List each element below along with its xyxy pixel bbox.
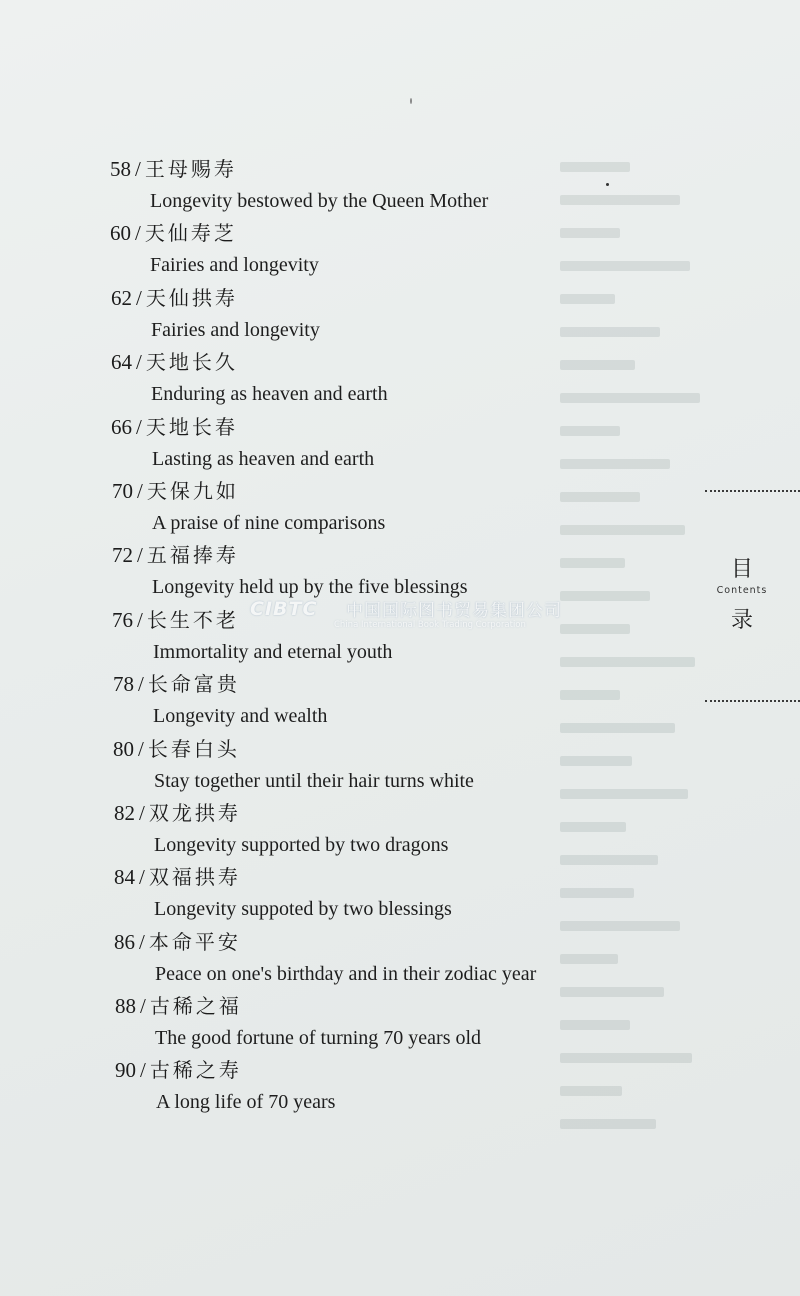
watermark-en: China International Book Trading Corporation bbox=[334, 620, 526, 630]
toc-entry-heading bbox=[111, 281, 238, 315]
page-number: 60 bbox=[110, 221, 131, 246]
page-number: 82 bbox=[114, 800, 135, 825]
english-title: Fairies and longevity bbox=[150, 254, 319, 277]
toc-entry bbox=[0, 281, 700, 345]
toc-entry-heading bbox=[111, 345, 238, 379]
english-title: Fairies and longevity bbox=[151, 318, 320, 341]
toc-entry bbox=[0, 860, 700, 924]
separator: / bbox=[136, 285, 142, 310]
separator: / bbox=[138, 672, 144, 697]
separator: / bbox=[139, 865, 145, 890]
toc-entry-heading bbox=[114, 860, 241, 894]
english-title: Longevity and wealth bbox=[153, 705, 328, 728]
toc-entry-heading bbox=[110, 216, 237, 250]
toc-entry bbox=[0, 667, 700, 731]
toc-entry bbox=[0, 796, 700, 860]
toc-entry-heading bbox=[110, 152, 237, 186]
toc-entry-heading bbox=[114, 925, 241, 959]
watermark-cn: 中国国际图书贸易集团公司 bbox=[346, 601, 562, 621]
chinese-title: 长生不老 bbox=[146, 607, 239, 632]
page-number: 66 bbox=[111, 414, 132, 439]
toc-entry-heading bbox=[115, 1053, 242, 1087]
speck bbox=[606, 183, 609, 186]
page-number: 90 bbox=[115, 1058, 136, 1083]
english-title: The good fortune of turning 70 years old bbox=[155, 1027, 482, 1050]
separator: / bbox=[139, 800, 145, 825]
page-number: 86 bbox=[114, 929, 135, 954]
toc-entry bbox=[0, 732, 700, 796]
chinese-title: 天地长久 bbox=[145, 350, 238, 375]
chinese-title: 天地长春 bbox=[145, 414, 238, 439]
english-title: Stay together until their hair turns white bbox=[154, 769, 474, 792]
toc-entry bbox=[0, 925, 700, 989]
toc-entry-heading bbox=[112, 474, 239, 508]
toc-entry bbox=[0, 410, 700, 474]
speck bbox=[410, 98, 412, 104]
page-number: 88 bbox=[115, 994, 136, 1019]
toc-entry-heading bbox=[113, 667, 240, 701]
chinese-title: 双龙拱寿 bbox=[148, 800, 241, 825]
toc-entry bbox=[0, 538, 700, 602]
chinese-title: 古稀之寿 bbox=[149, 1058, 242, 1083]
page-number: 76 bbox=[112, 607, 133, 632]
chinese-title: 王母赐寿 bbox=[144, 157, 237, 181]
page-number: 70 bbox=[112, 478, 133, 503]
separator: / bbox=[136, 414, 142, 439]
toc-entry bbox=[0, 152, 700, 216]
page-number: 62 bbox=[111, 285, 132, 310]
chinese-title: 天仙拱寿 bbox=[145, 285, 238, 310]
side-title-char-1: 目 bbox=[730, 557, 753, 582]
english-title: Immortality and eternal youth bbox=[153, 640, 393, 663]
english-title: A praise of nine comparisons bbox=[152, 511, 386, 534]
english-title: Longevity held up by the five blessings bbox=[152, 576, 468, 599]
separator: / bbox=[138, 736, 144, 761]
chinese-title: 五福捧寿 bbox=[146, 543, 239, 568]
separator: / bbox=[140, 1058, 146, 1083]
english-title: A long life of 70 years bbox=[156, 1091, 336, 1114]
side-divider-top bbox=[705, 490, 800, 492]
chinese-title: 本命平安 bbox=[148, 929, 241, 954]
chinese-title: 古稀之福 bbox=[149, 994, 242, 1019]
toc-entry-heading bbox=[112, 538, 239, 572]
chinese-title: 天仙寿芝 bbox=[144, 221, 237, 246]
toc-entry-heading bbox=[115, 989, 242, 1023]
table-of-contents bbox=[0, 152, 700, 1118]
chinese-title: 双福拱寿 bbox=[148, 865, 241, 890]
side-title-char-2: 录 bbox=[730, 608, 753, 633]
toc-entry-heading bbox=[113, 732, 240, 766]
toc-entry-heading bbox=[111, 410, 238, 444]
toc-entry-heading bbox=[112, 603, 239, 637]
toc-entry bbox=[0, 989, 700, 1053]
toc-entry bbox=[0, 474, 700, 538]
page-number: 84 bbox=[114, 865, 135, 890]
separator: / bbox=[136, 350, 142, 375]
page-number: 72 bbox=[112, 543, 133, 568]
page-number: 78 bbox=[113, 672, 134, 697]
separator: / bbox=[137, 543, 143, 568]
separator: / bbox=[137, 607, 143, 632]
toc-entry bbox=[0, 345, 700, 409]
separator: / bbox=[139, 929, 145, 954]
toc-entry bbox=[0, 603, 700, 667]
english-title: Longevity bestowed by the Queen Mother bbox=[150, 190, 489, 212]
english-title: Longevity supported by two dragons bbox=[154, 833, 449, 856]
page-number: 58 bbox=[110, 157, 131, 181]
separator: / bbox=[135, 221, 141, 246]
page-number: 64 bbox=[111, 350, 132, 375]
chinese-title: 天保九如 bbox=[146, 478, 239, 503]
separator: / bbox=[135, 157, 141, 181]
chinese-title: 长命富贵 bbox=[147, 672, 240, 697]
toc-entry bbox=[0, 1053, 700, 1117]
toc-entry-heading bbox=[114, 796, 241, 830]
side-divider-bottom bbox=[705, 700, 800, 702]
english-title: Lasting as heaven and earth bbox=[152, 447, 375, 470]
separator: / bbox=[137, 478, 143, 503]
watermark-logo: CIBTC bbox=[250, 598, 318, 620]
toc-entry bbox=[0, 216, 700, 280]
english-title: Enduring as heaven and earth bbox=[151, 383, 388, 406]
page-number: 80 bbox=[113, 736, 134, 761]
chinese-title: 长春白头 bbox=[147, 736, 240, 761]
english-title: Peace on one's birthday and in their zodiac year bbox=[155, 962, 537, 985]
side-label: Contents bbox=[716, 585, 768, 596]
separator: / bbox=[140, 994, 146, 1019]
english-title: Longevity suppoted by two blessings bbox=[154, 898, 452, 921]
